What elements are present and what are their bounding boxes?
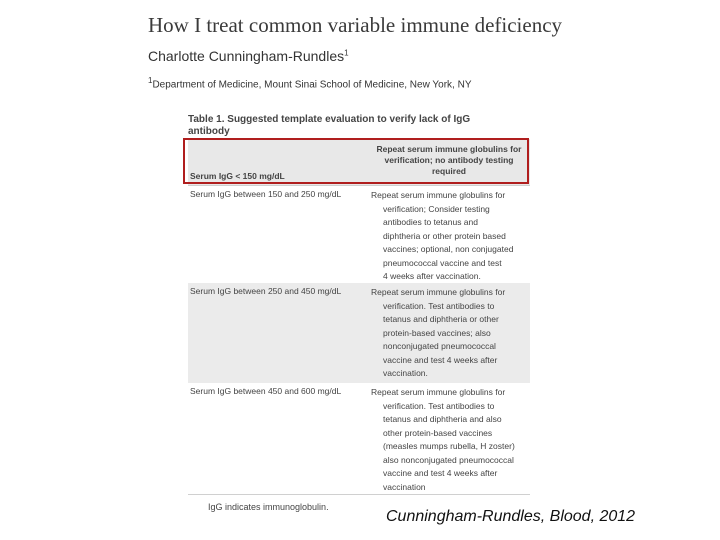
recommendation-line: verification; Consider testing bbox=[383, 203, 490, 214]
recommendation-line: nonconjugated pneumococcal bbox=[383, 341, 496, 351]
row-igg-range: Serum IgG between 250 and 450 mg/dL bbox=[190, 286, 342, 296]
recommendation-line: also nonconjugated pneumococcal bbox=[383, 454, 514, 465]
recommendation-line: Repeat serum immune globulins for bbox=[371, 387, 506, 397]
affiliation-line bbox=[148, 76, 472, 90]
highlight-box bbox=[183, 138, 529, 184]
affiliation: Department of Medicine, Mount Sinai School of Medicine, New York, NY bbox=[152, 79, 472, 91]
table-row bbox=[188, 283, 530, 383]
header-igg-level: Serum IgG < 150 mg/dL bbox=[190, 171, 285, 181]
affiliation-superscript: 1 bbox=[148, 76, 153, 85]
recommendation-line: antibodies to tetanus and bbox=[383, 217, 478, 227]
table-row bbox=[188, 383, 530, 495]
header-recommendation-line: required bbox=[431, 166, 466, 176]
recommendation-line: vaccine and test 4 weeks after bbox=[383, 468, 498, 478]
article-title: How I treat common variable immune deficiency bbox=[148, 13, 563, 37]
header-recommendation-line: verification; no antibody testing bbox=[384, 155, 514, 165]
recommendation-line: 4 weeks after vaccination. bbox=[383, 271, 481, 281]
table-title-line: Table 1. Suggested template evaluation to verify lack of IgG bbox=[188, 114, 471, 125]
recommendation-line: other protein-based vaccines bbox=[383, 427, 493, 438]
recommendation-line: Repeat serum immune globulins for bbox=[371, 287, 506, 297]
evaluation-table bbox=[188, 139, 530, 495]
recommendation-line: (measles mumps rubella, H zoster) bbox=[383, 441, 515, 451]
row-igg-range: Serum IgG between 450 and 600 mg/dL bbox=[190, 386, 342, 396]
table-row bbox=[188, 186, 530, 283]
table-bottom-rule bbox=[188, 494, 530, 495]
recommendation-line: protein-based vaccines; also bbox=[383, 327, 491, 338]
table-title bbox=[188, 114, 508, 138]
row-recommendation bbox=[371, 286, 521, 381]
recommendation-line: pneumococcal vaccine and test bbox=[383, 257, 502, 268]
table-footnote: IgG indicates immunoglobulin. bbox=[208, 502, 329, 512]
recommendation-line: diphtheria or other protein based bbox=[383, 230, 506, 241]
recommendation-line: vaccination bbox=[383, 481, 426, 492]
slide-citation: Cunningham-Rundles, Blood, 2012 bbox=[386, 508, 636, 525]
recommendation-line: verification. Test antibodies to bbox=[383, 400, 495, 411]
table-title-line: antibody bbox=[188, 126, 230, 137]
recommendation-line: vaccine and test 4 weeks after bbox=[383, 354, 498, 365]
recommendation-line: Repeat serum immune globulins for bbox=[371, 190, 506, 200]
recommendation-line: tetanus and diphtheria and also bbox=[383, 414, 502, 424]
header-recommendation-line: Repeat serum immune globulins for bbox=[376, 144, 522, 154]
recommendation-line: verification. Test antibodies to bbox=[383, 300, 495, 311]
recommendation-line: vaccination. bbox=[383, 368, 428, 378]
recommendation-line: vaccines; optional, non conjugated bbox=[383, 244, 514, 254]
row-recommendation bbox=[371, 189, 521, 284]
author-line bbox=[148, 48, 349, 64]
author-superscript: 1 bbox=[344, 48, 349, 58]
author-name: Charlotte Cunningham-Rundles bbox=[148, 48, 345, 64]
row-igg-range: Serum IgG between 150 and 250 mg/dL bbox=[190, 189, 342, 199]
row-recommendation bbox=[371, 386, 521, 494]
recommendation-line: tetanus and diphtheria or other bbox=[383, 314, 499, 324]
